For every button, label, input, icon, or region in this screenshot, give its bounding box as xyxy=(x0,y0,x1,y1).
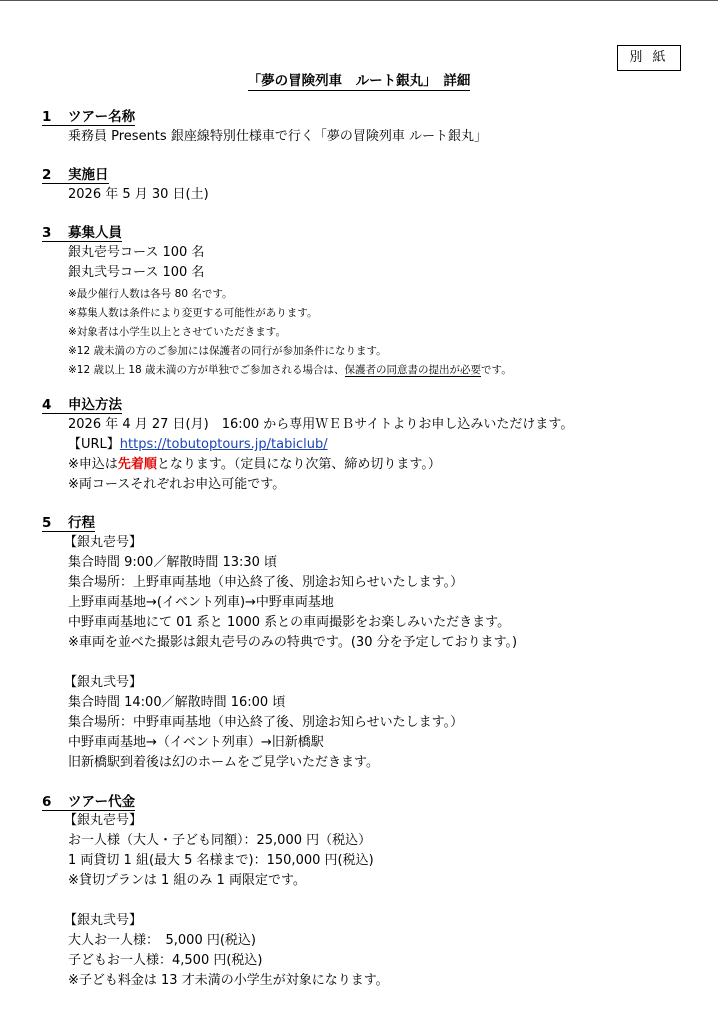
itinerary-course2-line: 中野車両基地→（イベント列車）→旧新橋駅 xyxy=(68,735,324,750)
price-course1-line: 1 両貸切 1 組(最大 5 名様まで)：150,000 円(税込) xyxy=(68,853,374,868)
capacity-note: ※12 歳未満の方のご参加には保護者の同行が参加条件になります。 xyxy=(68,345,387,357)
price-course1-label: 【銀丸壱号】 xyxy=(64,813,143,828)
itinerary-course1-line: 集合時間 9:00／解散時間 13:30 頃 xyxy=(68,555,278,570)
price-course1-line: お一人様（大人・子ども同額）：25,000 円（税込） xyxy=(68,833,372,848)
first-come-emphasis: 先着順 xyxy=(117,457,157,472)
itinerary-course2-line: 旧新橋駅到着後は幻のホームをご見学いただきます。 xyxy=(68,755,379,770)
application-url-link[interactable]: https://tobutoptours.jp/tabiclub/ xyxy=(119,437,328,452)
section-heading-itinerary: 5 行程 xyxy=(42,515,95,531)
capacity-course2: 銀丸弐号コース 100 名 xyxy=(68,265,205,280)
guardian-consent-emphasis: 保護者の同意書の提出が必要 xyxy=(344,364,482,376)
top-border xyxy=(0,0,718,1)
price-course2-line: ※子ども料金は 13 才未満の小学生が対象になります。 xyxy=(68,973,389,988)
itinerary-course1-line: ※車両を並べた撮影は銀丸壱号のみの特典です。(30 分を予定しております。) xyxy=(68,635,518,650)
application-text: 2026 年 4 月 27 日(月) 16:00 から専用ＷＥＢサイトよりお申し込みいただけます。 xyxy=(68,417,574,432)
title-text: 「夢の冒険列車 ルート銀丸」 詳細 xyxy=(247,73,471,89)
section-heading-price: 6 ツアー代金 xyxy=(42,794,136,810)
itinerary-course2-line: 集合場所：中野車両基地（申込終了後、別途お知らせいたします。） xyxy=(68,715,464,730)
section-heading-tour-name: 1 ツアー名称 xyxy=(42,109,136,125)
application-note-both-courses: ※両コースそれぞれお申込可能です。 xyxy=(68,477,286,492)
application-note-first-come: ※申込は先着順となります。（定員になり次第、締め切ります。） xyxy=(68,457,441,472)
document-title xyxy=(0,69,718,89)
tour-name-text: 乗務員 Presents 銀座線特別仕様車で行く「夢の冒険列車 ルート銀丸」 xyxy=(68,129,487,144)
url-label: 【URL】 xyxy=(68,437,120,452)
price-course2-label: 【銀丸弐号】 xyxy=(64,913,143,928)
price-course2-line: 大人お一人様： 5,000 円(税込) xyxy=(68,933,256,948)
attachment-stamp: 別 紙 xyxy=(617,45,681,71)
itinerary-course1-label: 【銀丸壱号】 xyxy=(64,535,143,550)
price-course2-line: 子どもお一人様：4,500 円(税込) xyxy=(68,953,263,968)
itinerary-course1-line: 集合場所：上野車両基地（申込終了後、別途お知らせいたします。） xyxy=(68,575,464,590)
capacity-note: ※最少催行人数は各号 80 名です。 xyxy=(68,288,233,300)
application-url-row xyxy=(68,436,328,454)
capacity-course1: 銀丸壱号コース 100 名 xyxy=(68,245,205,260)
price-course1-line: ※貸切プランは 1 組のみ 1 両限定です。 xyxy=(68,873,306,888)
itinerary-course2-label: 【銀丸弐号】 xyxy=(64,675,143,690)
capacity-note: ※募集人数は条件により変更する可能性があります。 xyxy=(68,307,318,319)
date-text: 2026 年 5 月 30 日(土) xyxy=(68,187,209,202)
section-heading-capacity: 3 募集人員 xyxy=(42,225,122,241)
capacity-note: ※対象者は小学生以上とさせていただきます。 xyxy=(68,326,286,338)
section-heading-date: 2 実施日 xyxy=(42,167,109,183)
itinerary-course2-line: 集合時間 14:00／解散時間 16:00 頃 xyxy=(68,695,286,710)
itinerary-course1-line: 中野車両基地にて 01 系と 1000 系との車両撮影をお楽しみいただきます。 xyxy=(68,615,511,630)
section-heading-application: 4 申込方法 xyxy=(42,397,122,413)
itinerary-course1-line: 上野車両基地→(イベント列車)→中野車両基地 xyxy=(68,595,334,610)
capacity-note-guardian: ※12 歳以上 18 歳未満の方が単独でご参加される場合は、保護者の同意書の提出が必要です。 xyxy=(68,364,512,376)
